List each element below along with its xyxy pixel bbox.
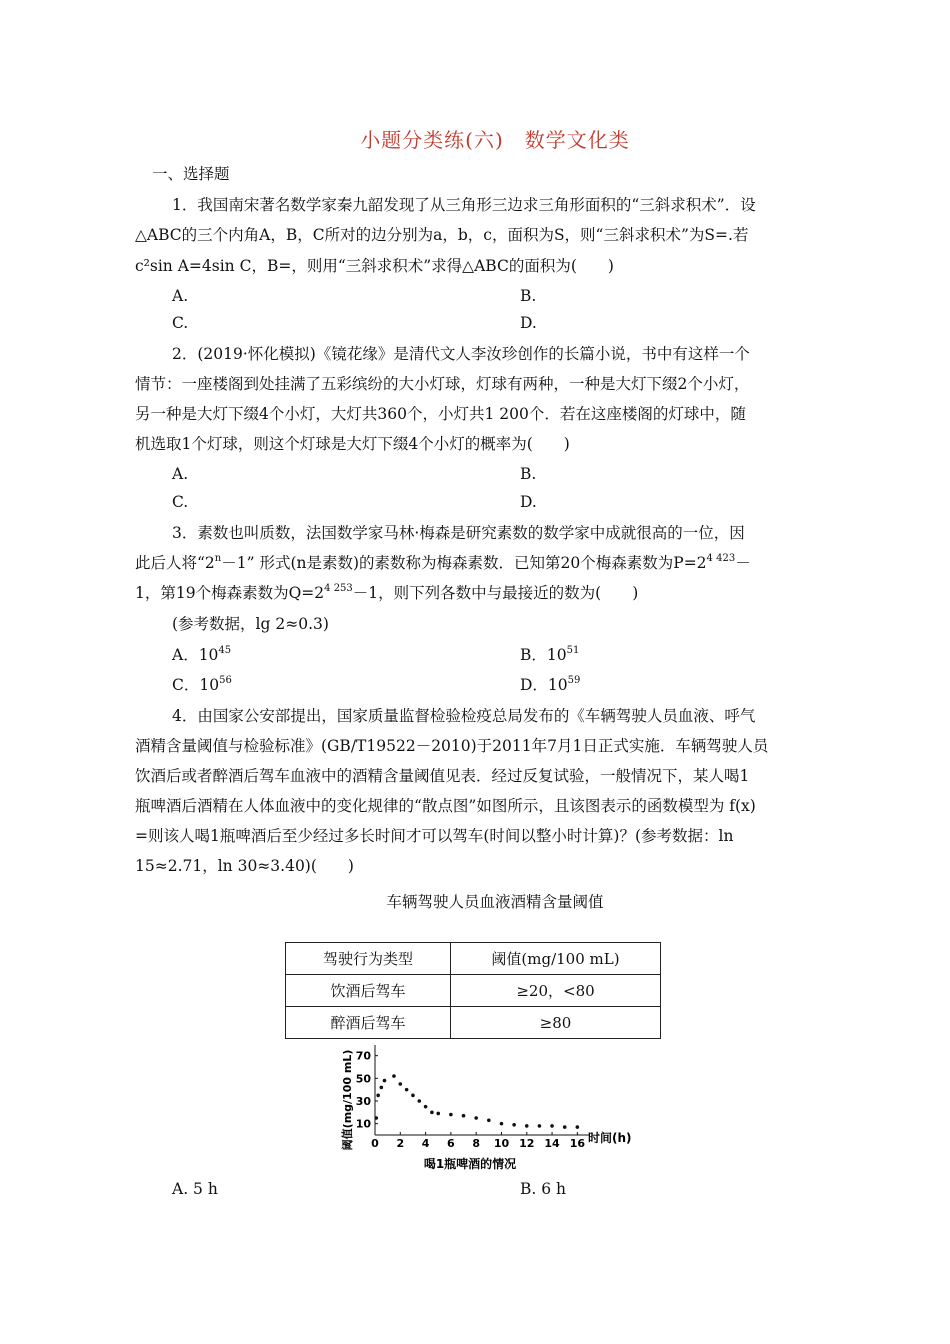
data-point (538, 1124, 542, 1128)
q3-option-a: A．$10^{45}$ (172, 645, 232, 664)
q2-option-d: D. (520, 493, 537, 511)
q3-option-b: B．$10^{51}$ (520, 645, 580, 664)
q1-option-b: B. (520, 287, 537, 305)
data-point (462, 1114, 466, 1118)
q2-line-1: 2．(2019·怀化模拟)《镜花缘》是清代文人李汝珍创作的长篇小说，书中有这样一个 (172, 345, 750, 363)
x-tick-label: 8 (472, 1137, 481, 1150)
data-point (474, 1116, 478, 1120)
x-tick-label: 16 (569, 1137, 586, 1150)
q3-line-1: 3．素数也叫质数，法国数学家马林·梅森是研究素数的数学家中成就很高的一位，因 (172, 524, 745, 542)
data-point (380, 1086, 384, 1090)
table-row (286, 1007, 661, 1039)
data-point (376, 1094, 380, 1098)
data-point (405, 1088, 409, 1092)
y-tick-label: 30 (355, 1095, 371, 1108)
table-cell: 饮酒后驾车 (286, 975, 451, 1007)
q1-line-2: △ABC的三个内角A，B，C所对的边分别为a，b，c，面积为S，则“三斜求积术”为S=.若 (135, 226, 749, 244)
data-point (383, 1079, 387, 1083)
table-header-cell: 驾驶行为类型 (286, 943, 451, 975)
data-point (436, 1112, 440, 1116)
data-point (430, 1111, 434, 1115)
data-point (525, 1124, 529, 1128)
table-cell: ≥80 (451, 1007, 661, 1039)
q2-line-3: 另一种是大灯下缀4个小灯，大灯共360个，小灯共1 200个．若在这座楼阁的灯球中，随 (135, 405, 746, 423)
data-point (576, 1125, 580, 1129)
table-cell: ≥20，<80 (451, 975, 661, 1007)
data-point (550, 1124, 554, 1128)
q4-line-2: 酒精含量阈值与检验标准》(GB/T19522－2010)于2011年7月1日正式实施．车辆驾驶人员 (135, 737, 769, 755)
y-tick-label: 50 (355, 1072, 371, 1086)
data-point (398, 1082, 402, 1086)
q1-line-1: 1．我国南宋著名数学家秦九韶发现了从三角形三边求三角形面积的“三斜求积术”．设 (172, 196, 756, 214)
table-cell: 醉酒后驾车 (286, 1007, 451, 1039)
page-title: 小题分类练(六) 数学文化类 (360, 128, 630, 152)
data-point (374, 1116, 378, 1120)
q1-line-3: c²sin A=4sin C，B=，则用“三斜求积术”求得△ABC的面积为( ) (135, 257, 614, 275)
x-tick-label: 10 (493, 1137, 510, 1150)
q2-option-a: A. (172, 465, 189, 483)
q4-option-b: B. 6 h (520, 1180, 567, 1198)
data-point (512, 1123, 516, 1127)
x-tick-label: 4 (421, 1137, 430, 1150)
y-tick-label: 70 (355, 1049, 371, 1063)
data-point (449, 1113, 453, 1117)
table-row (286, 975, 661, 1007)
data-point (563, 1125, 567, 1129)
q2-option-b: B. (520, 465, 537, 483)
table-caption: 车辆驾驶人员血液酒精含量阈值 (386, 893, 604, 911)
q3-option-c: C．$10^{56}$ (172, 675, 232, 694)
data-point (424, 1105, 428, 1109)
x-tick-label: 6 (447, 1137, 455, 1150)
scatter-chart (335, 1040, 665, 1175)
q2-option-c: C. (172, 493, 189, 511)
q1-option-c: C. (172, 314, 189, 332)
x-tick-label: 0 (371, 1137, 379, 1150)
threshold-table (285, 942, 661, 1039)
q1-option-d: D. (520, 314, 537, 332)
y-axis-label: 阈值(mg/100 mL) (341, 1049, 354, 1151)
q4-line-6: 15≈2.71，ln 30≈3.40)( ) (135, 857, 354, 875)
data-point (411, 1094, 415, 1098)
q4-line-3: 饮酒后或者醉酒后驾车血液中的酒精含量阈值见表．经过反复试验，一般情况下，某人喝1 (135, 767, 750, 785)
q4-line-5: =则该人喝1瓶啤酒后至少经过多长时间才可以驾车(时间以整小时计算)？(参考数据：ln (135, 827, 734, 845)
data-point (487, 1118, 491, 1122)
q2-line-2: 情节：一座楼阁到处挂满了五彩缤纷的大小灯球，灯球有两种，一种是大灯下缀2个小灯， (135, 375, 750, 393)
q4-option-a: A. 5 h (172, 1180, 218, 1198)
q3-line-3: 1，第19个梅森素数为$Q=2^{4 253}-1$，则下列各数中与最接近的数为( ) (135, 583, 639, 602)
data-point (417, 1099, 421, 1103)
chart-title: 喝1瓶啤酒的情况 (423, 1157, 517, 1171)
table-header-cell: 阈值(mg/100 mL) (451, 943, 661, 975)
data-point (500, 1122, 504, 1126)
q3-line-2: 此后人将“$2^n-1$” 形式(n是素数)的素数称为梅森素数．已知第20个梅森素数为$P=2^{4 423}-$ (135, 553, 751, 572)
x-axis-label: 时间(h) (588, 1131, 632, 1145)
table-header-row (286, 943, 661, 975)
q2-line-4: 机选取1个灯球，则这个灯球是大灯下缀4个小灯的概率为( ) (135, 435, 570, 453)
x-tick-label: 14 (544, 1137, 560, 1150)
q3-reference: (参考数据，lg 2≈0.3) (172, 615, 329, 633)
q1-option-a: A. (172, 287, 189, 305)
x-tick-label: 12 (519, 1137, 535, 1150)
y-tick-label: 10 (355, 1117, 371, 1131)
q3-option-d: D．$10^{59}$ (520, 675, 581, 694)
q4-line-1: 4．由国家公安部提出，国家质量监督检验检疫总局发布的《车辆驾驶人员血液、呼气 (172, 707, 756, 725)
section-heading: 一、选择题 (152, 165, 230, 183)
x-tick-label: 2 (396, 1137, 405, 1150)
data-point (392, 1074, 396, 1078)
q4-line-4: 瓶啤酒后酒精在人体血液中的变化规律的“散点图”如图所示，且该图表示的函数模型为 f(x) (135, 797, 756, 815)
